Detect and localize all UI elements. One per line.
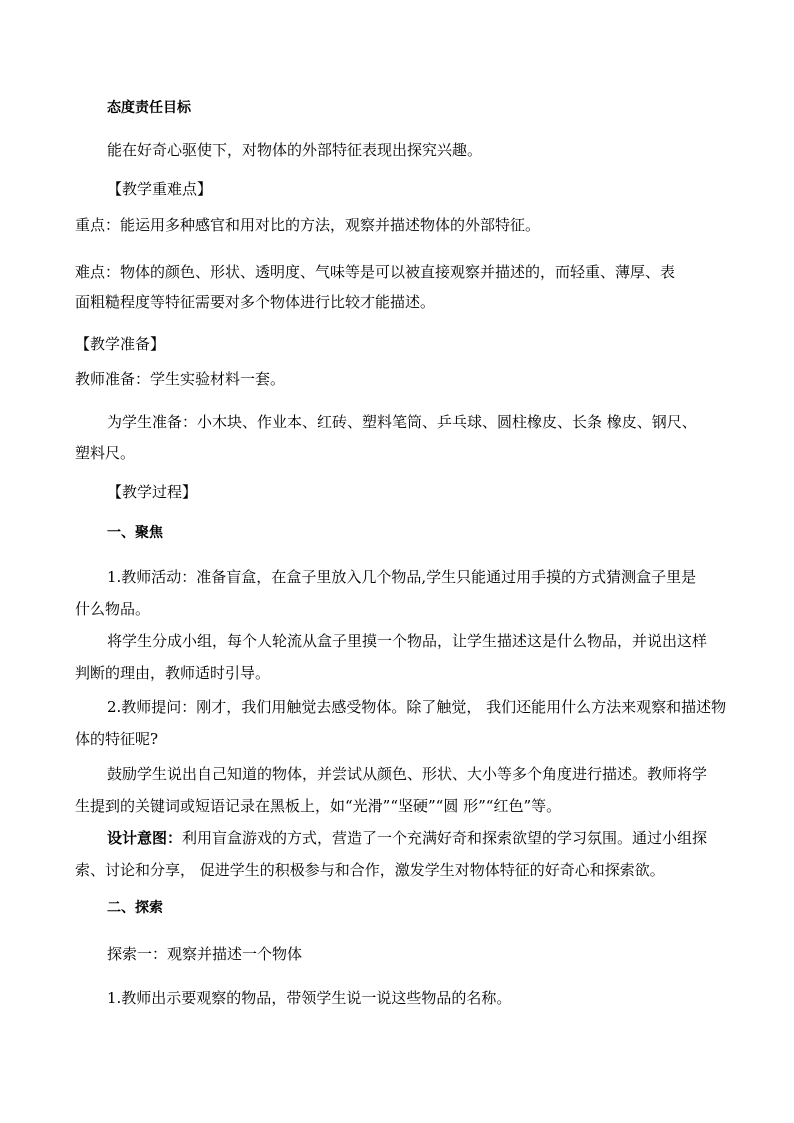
student-prep-line1: 为学生准备：小木块、作业本、红砖、塑料笔筒、乒乓球、圆柱橡皮、长条 橡皮、钢尺、 [107, 413, 697, 431]
difficult-point-line1: 难点：物体的颜色、形状、透明度、气味等是可以被直接观察并描述的，而轻重、薄厚、表 [75, 263, 676, 281]
p1-line1: 1.教师活动：准备盲盒，在盒子里放入几个物品,学生只能通过用手摸的方式猜测盒子里是 [107, 568, 697, 586]
attitude-text: 能在好奇心驱使下，对物体的外部特征表现出探究兴趣。 [107, 141, 483, 159]
design-intent-text: 利用盲盒游戏的方式，营造了一个充满好奇和探索欲望的学习氛围。通过小组探 [182, 829, 708, 847]
p3-line2: 体的特征呢? [75, 730, 159, 748]
section1-heading: 一、聚焦 [107, 525, 163, 541]
key-points-heading: 【教学重难点】 [107, 180, 213, 198]
design-intent-label: 设计意图： [107, 829, 183, 847]
p4-line1: 鼓励学生说出自己知道的物体，并尝试从颜色、形状、大小等多个角度进行描述。教师将学 [107, 765, 708, 783]
design-intent-line2: 索、讨论和分享， 促进学生的积极参与和合作，激发学生对物体特征的好奇心和探索欲。 [75, 861, 665, 879]
preparation-heading: 【教学准备】 [75, 335, 166, 353]
p3-line1: 2.教师提问：刚才，我们用触觉去感受物体。除了触觉， 我们还能用什么方法来观察和描述物 [107, 698, 727, 716]
p1-line2: 什么物品。 [75, 600, 151, 618]
design-intent-line1 [107, 828, 707, 848]
teacher-prep: 教师准备：学生实验材料一套。 [75, 370, 286, 388]
explore1-title: 探索一：观察并描述一个物体 [107, 945, 303, 963]
process-heading: 【教学过程】 [107, 483, 198, 501]
section2-heading: 二、探索 [107, 900, 163, 916]
p4-line2: 生提到的关键词或短语记录在黑板上，如“光滑”“坚硬”“圆 形”“红色”等。 [75, 797, 562, 815]
difficult-point-line2: 面粗糙程度等特征需要对多个物体进行比较才能描述。 [75, 293, 436, 311]
key-point: 重点：能运用多种感官和用对比的方法，观察并描述物体的外部特征。 [75, 216, 541, 234]
p2-line1: 将学生分成小组，每个人轮流从盒子里摸一个物品，让学生描述这是什么物品，并说出这样 [107, 632, 708, 650]
attitude-heading: 态度责任目标 [107, 100, 191, 116]
explore1-p1: 1.教师出示要观察的物品，带领学生说一说这些物品的名称。 [107, 989, 512, 1007]
p2-line2: 判断的理由，教师适时引导。 [75, 664, 271, 682]
student-prep-line2: 塑料尺。 [75, 444, 136, 462]
